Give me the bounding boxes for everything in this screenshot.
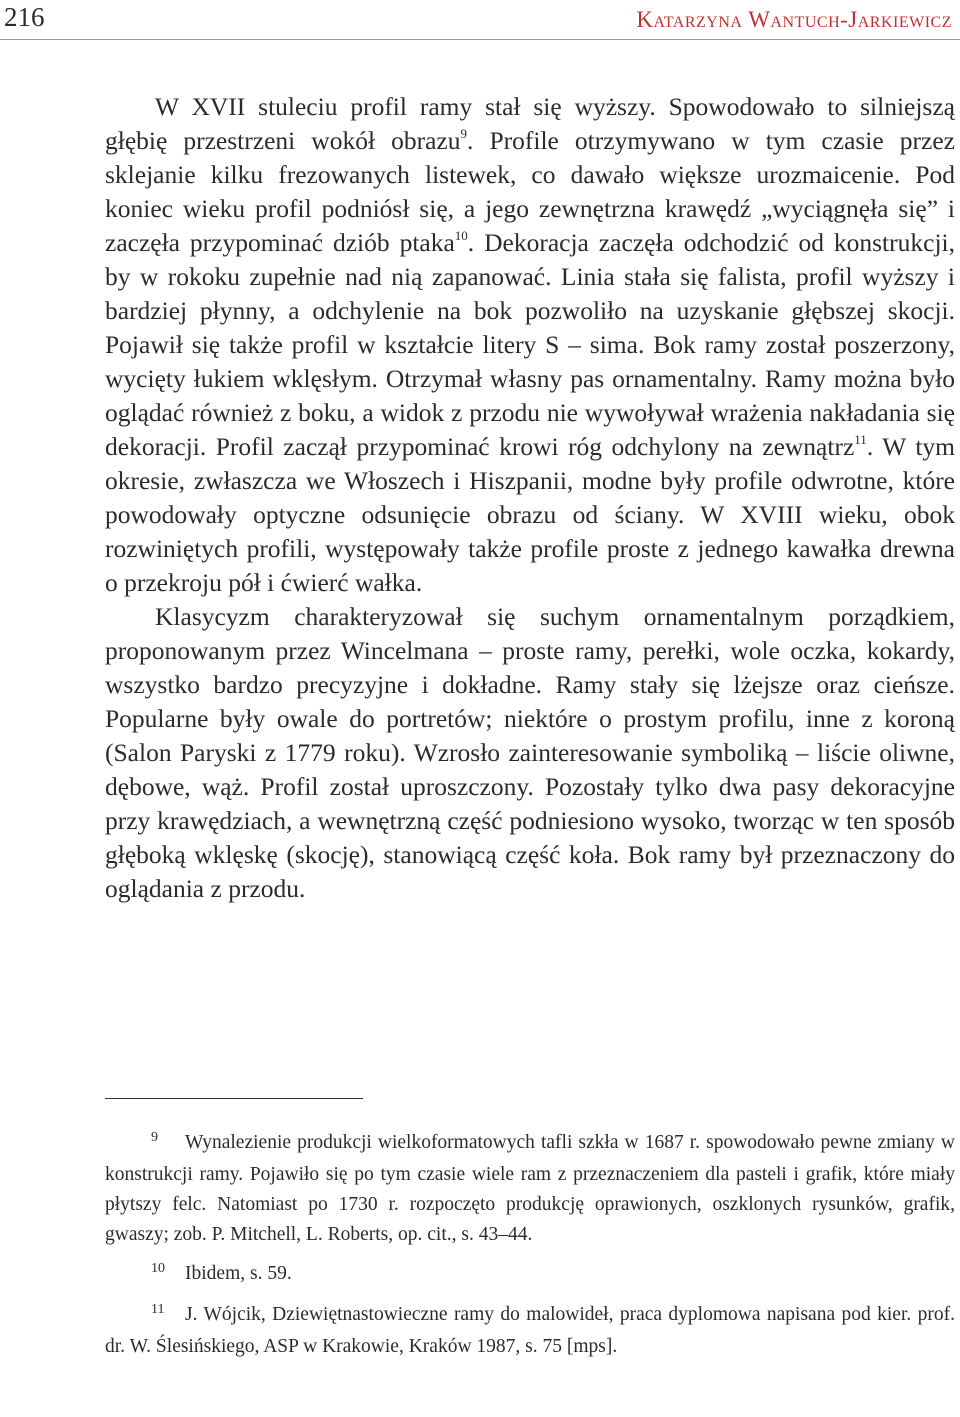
running-head-author: Katarzyna Wantuch-Jarkiewicz	[636, 7, 952, 32]
footnotes	[105, 1128, 955, 1371]
paragraph-1-part-a: W XVII stuleciu profil ramy stał się wyższy. Spowodowało to silniejszą głębię przestrzeni wokół obrazu	[105, 92, 955, 155]
footnote-text: Ibidem, s. 59.	[185, 1263, 292, 1284]
footnote-separator	[105, 1098, 363, 1099]
footnote-11	[105, 1300, 955, 1362]
footnote-ref-10[interactable]: 10	[454, 228, 468, 243]
paragraph-1-part-b: . Profile otrzymywano w tym czasie przez sklejanie kilku frezowanych listewek, co dawało większe urozmaicenie. Pod koniec wieku profil podniósł się, a jego zewnętrzna krawędź „wyciągnęła się” i zaczęła przypominać dziób ptaka	[105, 126, 955, 257]
footnote-marker: 9	[151, 1130, 158, 1145]
main-text	[105, 90, 955, 906]
footnote-ref-9[interactable]: 9	[460, 126, 467, 141]
footnote-10	[105, 1259, 955, 1291]
paragraph-2: Klasycyzm charakteryzował się suchym ornamentalnym porządkiem, proponowanym przez Wincelmana – proste ramy, perełki, wole oczka, kokardy, wszystko bardzo precyzyjne i dokładne. Ramy stały się lżejsze oraz cieńsze. Popularne były owale do portretów; niektóre o prostym profilu, inne z koroną (Salon Paryski z 1779 roku). Wzrosło zainteresowanie symboliką – liście oliwne, dębowe, wąż. Profil został uproszczony. Pozostały tylko dwa pasy dekoracyjne przy krawędziach, a wewnętrzną część podniesiono wysoko, tworząc w ten sposób głęboką wklęskę (skocję), stanowiącą część koła. Bok ramy był przeznaczony do oglądania z przodu.	[105, 602, 955, 903]
footnote-marker: 10	[151, 1261, 165, 1276]
paragraph-1-part-d: . W tym okresie, zwłaszcza we Włoszech i Hiszpanii, modne były profile odwrotne, które powodowały optyczne odsunięcie obrazu od ściany. W XVIII wieku, obok rozwiniętych profili, występowały także profile proste z jednego kawałka drewna o przekroju pół i ćwierć wałka.	[105, 432, 955, 597]
footnote-9	[105, 1128, 955, 1250]
footnote-marker: 11	[151, 1302, 165, 1317]
footnote-text: J. Wójcik, Dziewiętnastowieczne ramy do malowideł, praca dyplomowa napisana pod kier. prof. dr. W. Ślesińskiego, ASP w Krakowie, Kraków 1987, s. 75 [mps].	[105, 1304, 955, 1357]
footnote-text: Wynalezienie produkcji wielkoformatowych tafli szkła w 1687 r. spowodowało pewne zmiany w konstrukcji ramy. Pojawiło się po tym czasie wiele ram z przeznaczeniem dla pasteli i grafik, które miały płytszy felc. Natomiast po 1730 r. rozpoczęto produkcję oprawionych, oszklonych rysunków, grafik, gwaszy; zob. P. Mitchell, L. Roberts, op. cit., s. 43–44.	[105, 1132, 955, 1245]
page-header	[0, 0, 960, 40]
paragraph-1	[105, 90, 955, 600]
header-rule	[0, 39, 960, 40]
footnote-ref-11[interactable]: 11	[854, 432, 867, 447]
page-number: 216	[4, 2, 45, 32]
paragraph-1-part-c: . Dekoracja zaczęła odchodzić od konstrukcji, by w rokoku zupełnie nad nią zapanować. Linia stała się falista, profil wyższy i bardziej płynny, a odchylenie na bok pozwoliło na uzyskanie głębszej skocji. Pojawił się także profil w kształcie litery S – sima. Bok ramy został poszerzony, wycięty łukiem wklęsłym. Otrzymał własny pas ornamentalny. Ramy można było oglądać również z boku, a widok z przodu nie wywoływał wrażenia nakładania się dekoracji. Profil zaczął przypominać krowi róg odchylony na zewnątrz	[105, 228, 955, 461]
